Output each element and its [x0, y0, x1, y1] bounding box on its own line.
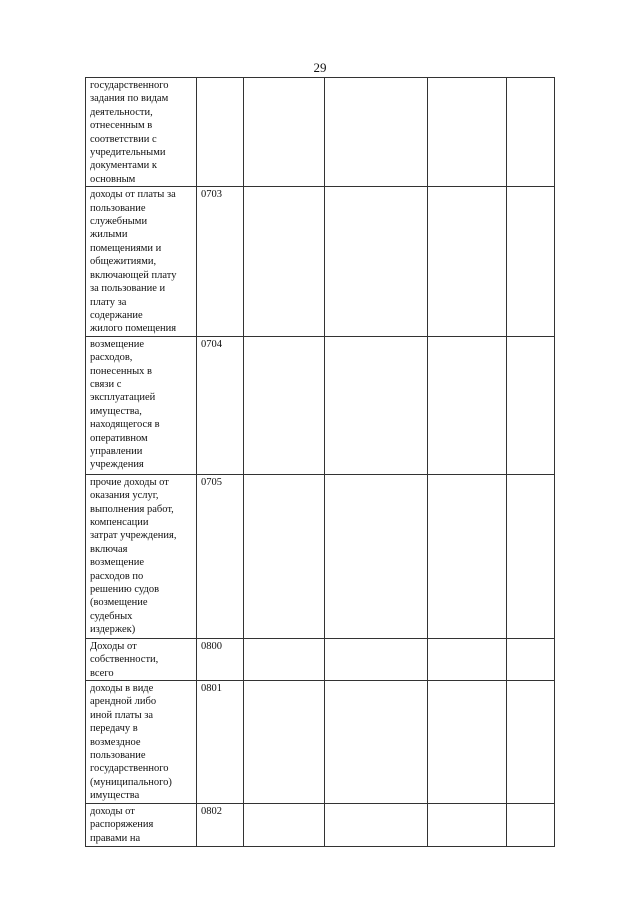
row-name-cell: [86, 78, 197, 187]
row-name-cell: [86, 187, 197, 336]
value-cell: [244, 336, 325, 474]
value-cell: [428, 187, 507, 336]
value-cell: [325, 474, 428, 638]
row-name: возмещение расходов, понесенных в связи с эксплуатацией имущества, находящегося в оперативном управлении учреждения: [90, 338, 160, 471]
value-cell: [244, 78, 325, 187]
value-cell: [325, 803, 428, 846]
row-name: доходы от платы за пользование служебными жилыми помещениями и общежитиями, включающей плату за пользование и плату за содержание жилого помещения: [90, 189, 177, 335]
row-code: 0704: [201, 338, 222, 350]
table-row: [86, 680, 555, 803]
table-row: [86, 336, 555, 474]
table-row: [86, 187, 555, 336]
row-name-cell: [86, 474, 197, 638]
value-cell: [325, 638, 428, 680]
value-cell: [244, 803, 325, 846]
row-name-cell: [86, 803, 197, 846]
value-cell: [507, 78, 555, 187]
table-row: [86, 803, 555, 846]
value-cell: [244, 638, 325, 680]
report-table: [85, 77, 555, 847]
value-cell: [507, 474, 555, 638]
value-cell: [325, 680, 428, 803]
row-code-cell: [197, 638, 244, 680]
value-cell: [244, 187, 325, 336]
page-number: 29: [313, 60, 327, 75]
row-code: 0705: [201, 476, 222, 488]
value-cell: [428, 336, 507, 474]
table-row: [86, 638, 555, 680]
row-code-cell: [197, 474, 244, 638]
row-name: доходы в виде арендной либо иной платы за передачу в возмездное пользование государственного (муниципального) имущества: [90, 682, 172, 802]
value-cell: [428, 680, 507, 803]
value-cell: [244, 474, 325, 638]
value-cell: [428, 803, 507, 846]
value-cell: [507, 638, 555, 680]
value-cell: [325, 78, 428, 187]
row-name: государственного задания по видам деятельности, отнесенным в соответствии с учредительными документами к основным: [90, 80, 169, 185]
row-name: прочие доходы от оказания услуг, выполнения работ, компенсации затрат учреждения, включая возмещение расходов по решению судов (возмещение судебных издержек): [90, 476, 177, 636]
row-code: 0800: [201, 640, 222, 652]
row-code-cell: [197, 680, 244, 803]
row-code-cell: [197, 187, 244, 336]
row-name-cell: [86, 638, 197, 680]
value-cell: [507, 187, 555, 336]
row-code-cell: [197, 803, 244, 846]
row-name: доходы от распоряжения правами на: [90, 805, 154, 844]
row-name: Доходы от собственности, всего: [90, 640, 159, 679]
value-cell: [428, 78, 507, 187]
row-name-cell: [86, 680, 197, 803]
row-code-cell: [197, 336, 244, 474]
row-code-cell: [197, 78, 244, 187]
table-row: [86, 474, 555, 638]
value-cell: [325, 336, 428, 474]
value-cell: [244, 680, 325, 803]
value-cell: [507, 680, 555, 803]
value-cell: [507, 336, 555, 474]
value-cell: [428, 474, 507, 638]
value-cell: [428, 638, 507, 680]
row-name-cell: [86, 336, 197, 474]
value-cell: [507, 803, 555, 846]
row-code: 0802: [201, 805, 222, 817]
row-code: 0801: [201, 682, 222, 694]
value-cell: [325, 187, 428, 336]
table-row: [86, 78, 555, 187]
row-code: 0703: [201, 189, 222, 201]
